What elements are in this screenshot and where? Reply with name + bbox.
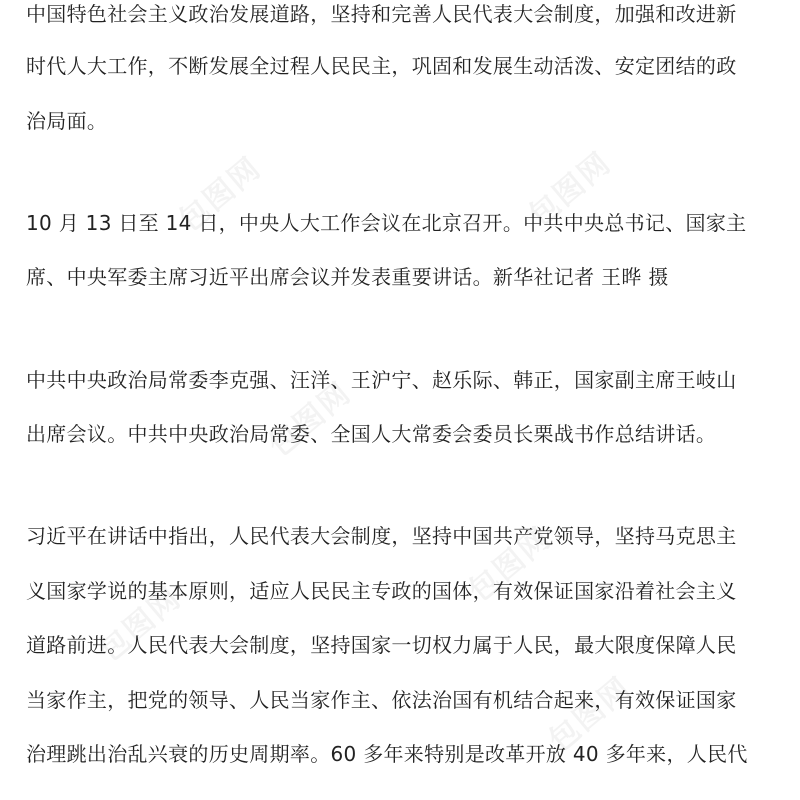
watermark: 包图网 bbox=[172, 150, 269, 239]
paragraph-4-line-3: 道路前进。人民代表大会制度，坚持国家一切权力属于人民，最大限度保障人民 bbox=[26, 633, 737, 657]
watermark: 包图网 bbox=[462, 520, 559, 609]
watermark: 包图网 bbox=[522, 145, 619, 234]
paragraph-3-line-2: 出席会议。中共中央政治局常委、全国人大常委会委员长栗战书作总结讲话。 bbox=[26, 422, 717, 446]
watermark: 包图网 bbox=[542, 670, 639, 759]
paragraph-1-line-2: 时代人大工作，不断发展全过程人民民主，巩固和发展生动活泼、安定团结的政 bbox=[26, 54, 737, 78]
paragraph-1-line-3: 治局面。 bbox=[26, 109, 108, 133]
paragraph-2-line-2: 席、中央军委主席习近平出席会议并发表重要讲话。新华社记者 王晔 摄 bbox=[26, 265, 669, 289]
paragraph-4-line-4: 当家作主，把党的领导、人民当家作主、依法治国有机结合起来，有效保证国家 bbox=[26, 688, 737, 712]
paragraph-4-line-5: 治理跳出治乱兴衰的历史周期率。60 多年来特别是改革开放 40 多年来，人民代 bbox=[26, 742, 748, 766]
watermark: 包图网 bbox=[262, 375, 359, 464]
paragraph-4-line-2: 义国家学说的基本原则，适应人民民主专政的国体，有效保证国家沿着社会主义 bbox=[26, 579, 737, 603]
paragraph-2-line-1: 10 月 13 日至 14 日，中央人大工作会议在北京召开。中共中央总书记、国家主 bbox=[26, 211, 747, 235]
paragraph-3-line-1: 中共中央政治局常委李克强、汪洋、王沪宁、赵乐际、韩正，国家副主席王岐山 bbox=[26, 368, 737, 392]
watermark: 包图网 bbox=[92, 580, 189, 669]
paragraph-4-line-1: 习近平在讲话中指出，人民代表大会制度，坚持中国共产党领导，坚持马克思主 bbox=[26, 524, 737, 548]
paragraph-1-line-1: 中国特色社会主义政治发展道路，坚持和完善人民代表大会制度，加强和改进新 bbox=[26, 2, 737, 26]
